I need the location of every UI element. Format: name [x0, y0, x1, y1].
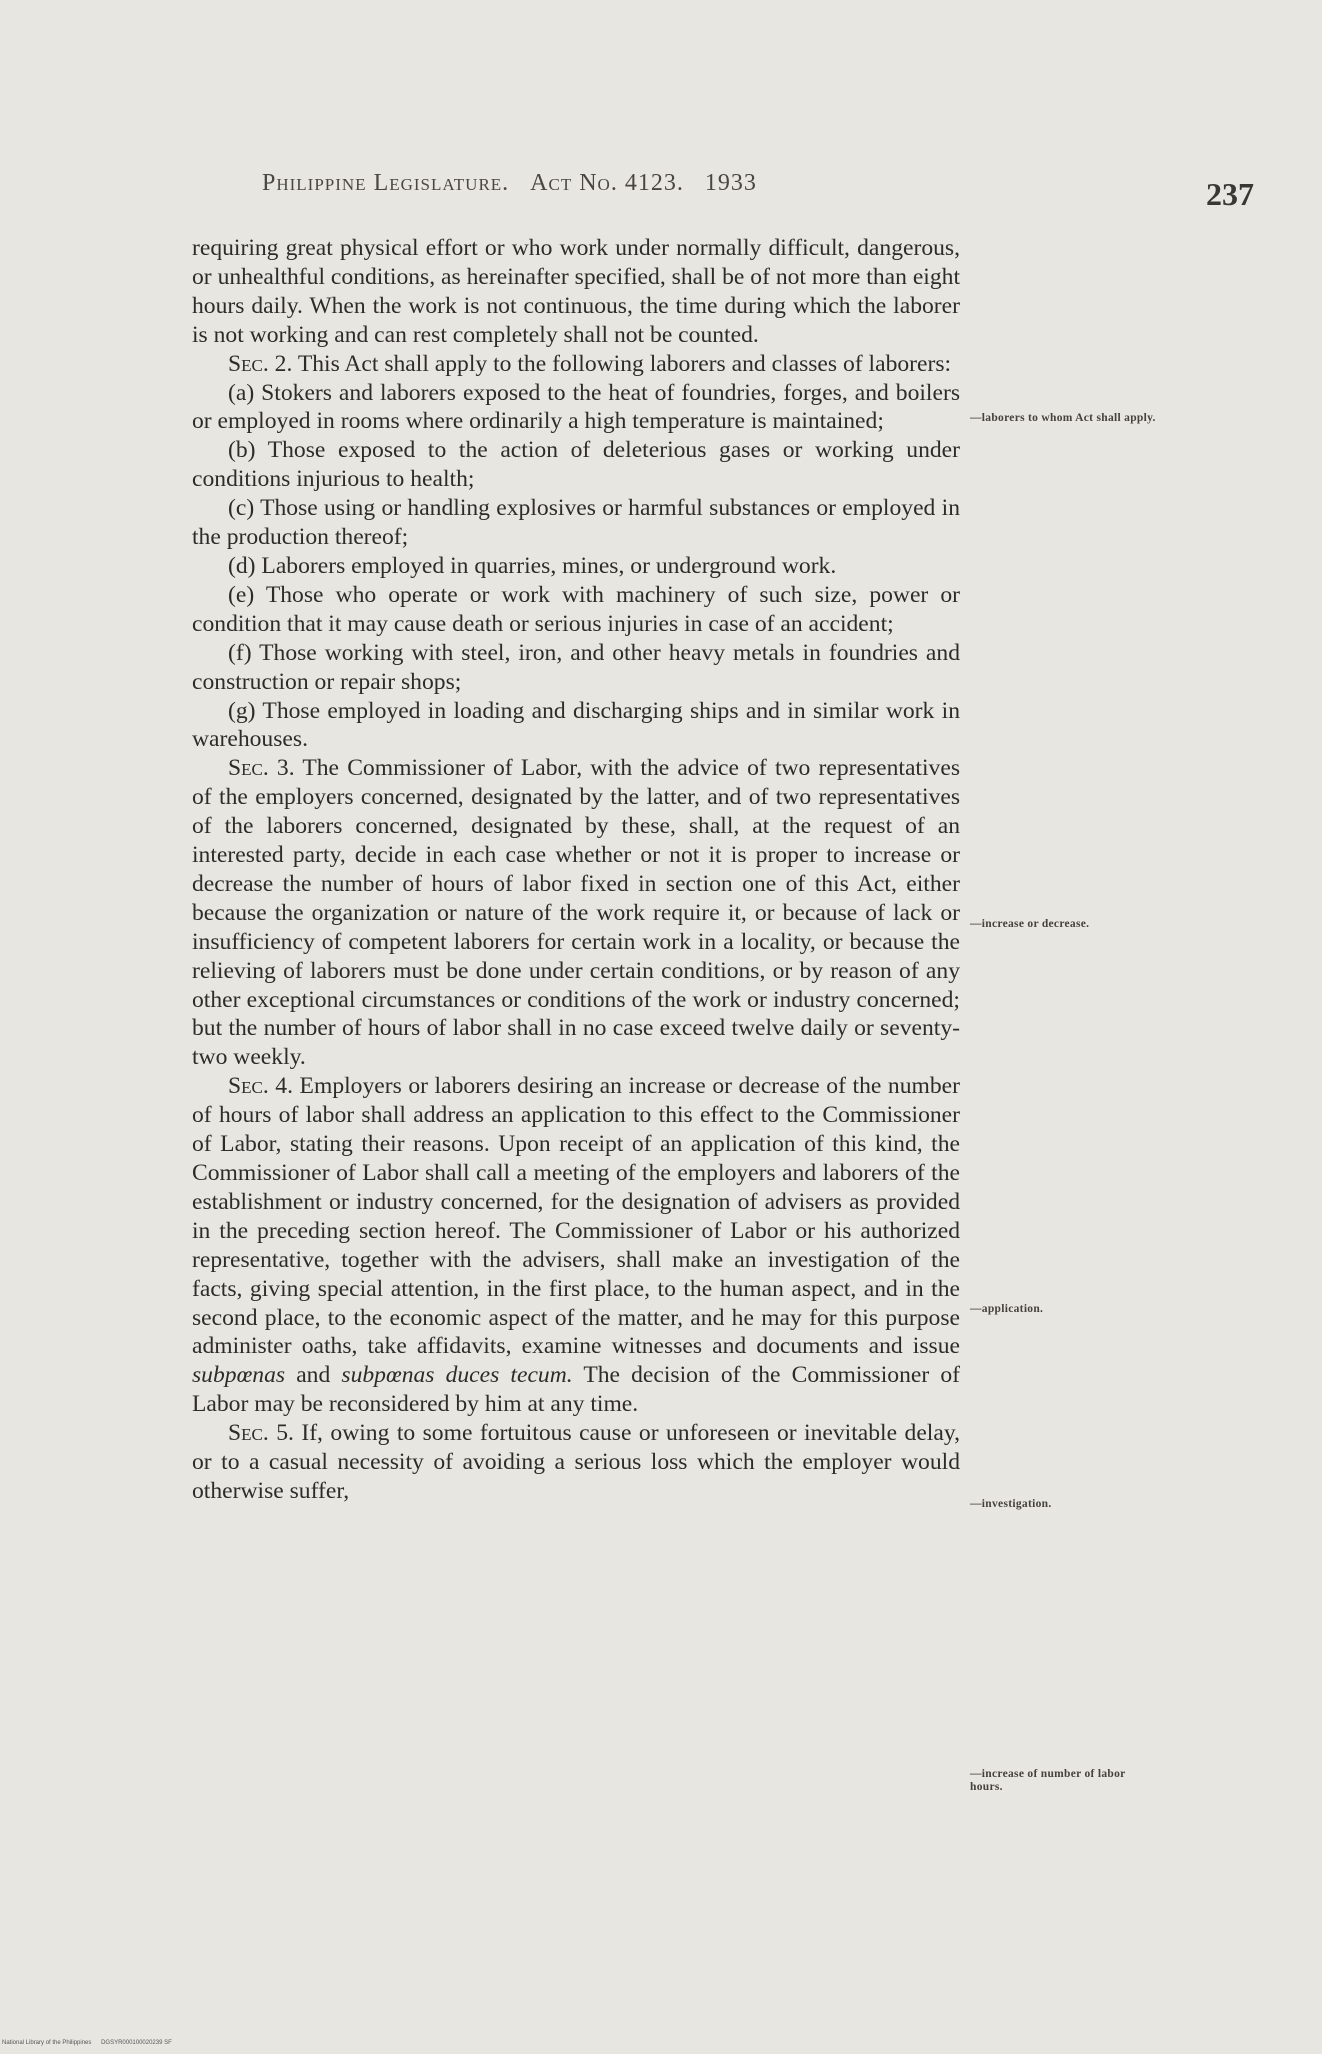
paragraph-sec-3 — [192, 754, 960, 1072]
section-label: Sec. 3. — [228, 755, 295, 782]
section-text: Employers or laborers desiring an increase or decrease of the number of hours of labor shall address an application to this effect to the Commissioner of Labor, stating their reasons. Upon receipt of an application of this kind, the Commissioner of Labor shall call a meeting of the employers and laborers of the establishment or industry concerned, for the designation of advisers as provided in the preceding section hereof. The Commissioner of Labor or his authorized representative, together with the advisers, shall make an investigation of the facts, giving special attention, in the first place, to the human aspect, and in the second place, to the economic aspect of the matter, and he may for this purpose administer oaths, take affidavits, examine witnesses and documents and issue — [192, 1073, 960, 1360]
header-act-number: Act No. 4123. — [530, 170, 684, 196]
clause-a: (a) Stokers and laborers exposed to the heat of foundries, forges, and boilers or employed in rooms where ordinarily a high temperature is maintained; — [192, 379, 960, 435]
running-header — [262, 170, 912, 197]
section-text: If, owing to some fortuitous cause or unforeseen or inevitable delay, or to a casual necessity of avoiding a serious loss which the employer would otherwise suffer, — [192, 1420, 960, 1504]
clause-b: (b) Those exposed to the action of deleterious gases or working under conditions injurious to health; — [192, 437, 960, 493]
section-text: The Commissioner of Labor, with the advice of two representatives of the employers concerned, designated by the latter, and of two representatives of the laborers concerned, designated by these, shall, at the request of an interested party, decide in each case whether or not it is proper to increase or decrease the number of hours of labor fixed in section one of this Act, either because the organization or nature of the work require it, or because of lack or insufficiency of competent laborers for certain work in a locality, or because the relieving of laborers must be done under certain conditions, or by reason of any other exceptional circumstances or conditions of the work or industry concerned; but the number of hours of labor shall in no case exceed twelve daily or seventy-two weekly. — [192, 755, 960, 1071]
clause-c: (c) Those using or handling explosives or harmful substances or employed in the production thereof; — [192, 495, 960, 551]
section-text: This Act shall apply to the following laborers and classes of laborers: — [292, 350, 952, 377]
margin-note-increase-decrease: —increase or decrease. — [970, 918, 1090, 930]
header-legislature: Philippine Legislature. — [262, 170, 510, 196]
margin-note-application: —application. — [970, 1303, 1044, 1315]
header-year: 1933 — [704, 170, 757, 196]
scan-footer — [2, 2040, 180, 2046]
margin-note-laborers: —laborers to whom Act shall apply. — [970, 412, 1156, 424]
section-label: Sec. 2. — [228, 350, 293, 377]
paragraph-continuation: requiring great physical effort or who work under normally difficult, dangerous, or unhealthful conditions, as hereinafter specified, shall be of not more than eight hours daily. When the work is not continuous, the time during which the laborer is not working and can rest completely shall not be counted. — [192, 235, 960, 348]
clause-f: (f) Those working with steel, iron, and other heavy metals in foundries and construction or repair shops; — [192, 639, 960, 695]
section-label: Sec. 5. — [228, 1420, 294, 1447]
clause-e: (e) Those who operate or work with machinery of such size, power or condition that it may cause death or serious injuries in case of an accident; — [192, 581, 960, 637]
paragraph-sec-2 — [192, 350, 960, 379]
italic-term: subpœnas — [192, 1362, 286, 1389]
section-text: The decision of the Commissioner of Labor may be reconsidered by him at any time. — [192, 1362, 960, 1418]
section-text: and — [285, 1362, 342, 1389]
margin-note-increase-hours: —increase of number of labor hours. — [970, 1768, 1126, 1793]
italic-term: subpœnas duces tecum. — [341, 1362, 573, 1389]
paragraph-sec-4 — [192, 1072, 960, 1419]
section-label: Sec. 4. — [228, 1073, 293, 1100]
margin-note-investigation: —investigation. — [970, 1498, 1052, 1510]
body-text — [192, 234, 960, 1506]
paragraph-sec-5 — [192, 1419, 960, 1506]
clause-d: (d) Laborers employed in quarries, mines, or underground work. — [228, 552, 837, 579]
clause-g: (g) Those employed in loading and discharging ships and in similar work in warehouses. — [192, 697, 960, 753]
footer-code: DGSYR000100020239 SF — [101, 2040, 172, 2046]
page-number: 237 — [1206, 176, 1254, 212]
footer-library: National Library of the Philippines — [2, 2040, 92, 2046]
